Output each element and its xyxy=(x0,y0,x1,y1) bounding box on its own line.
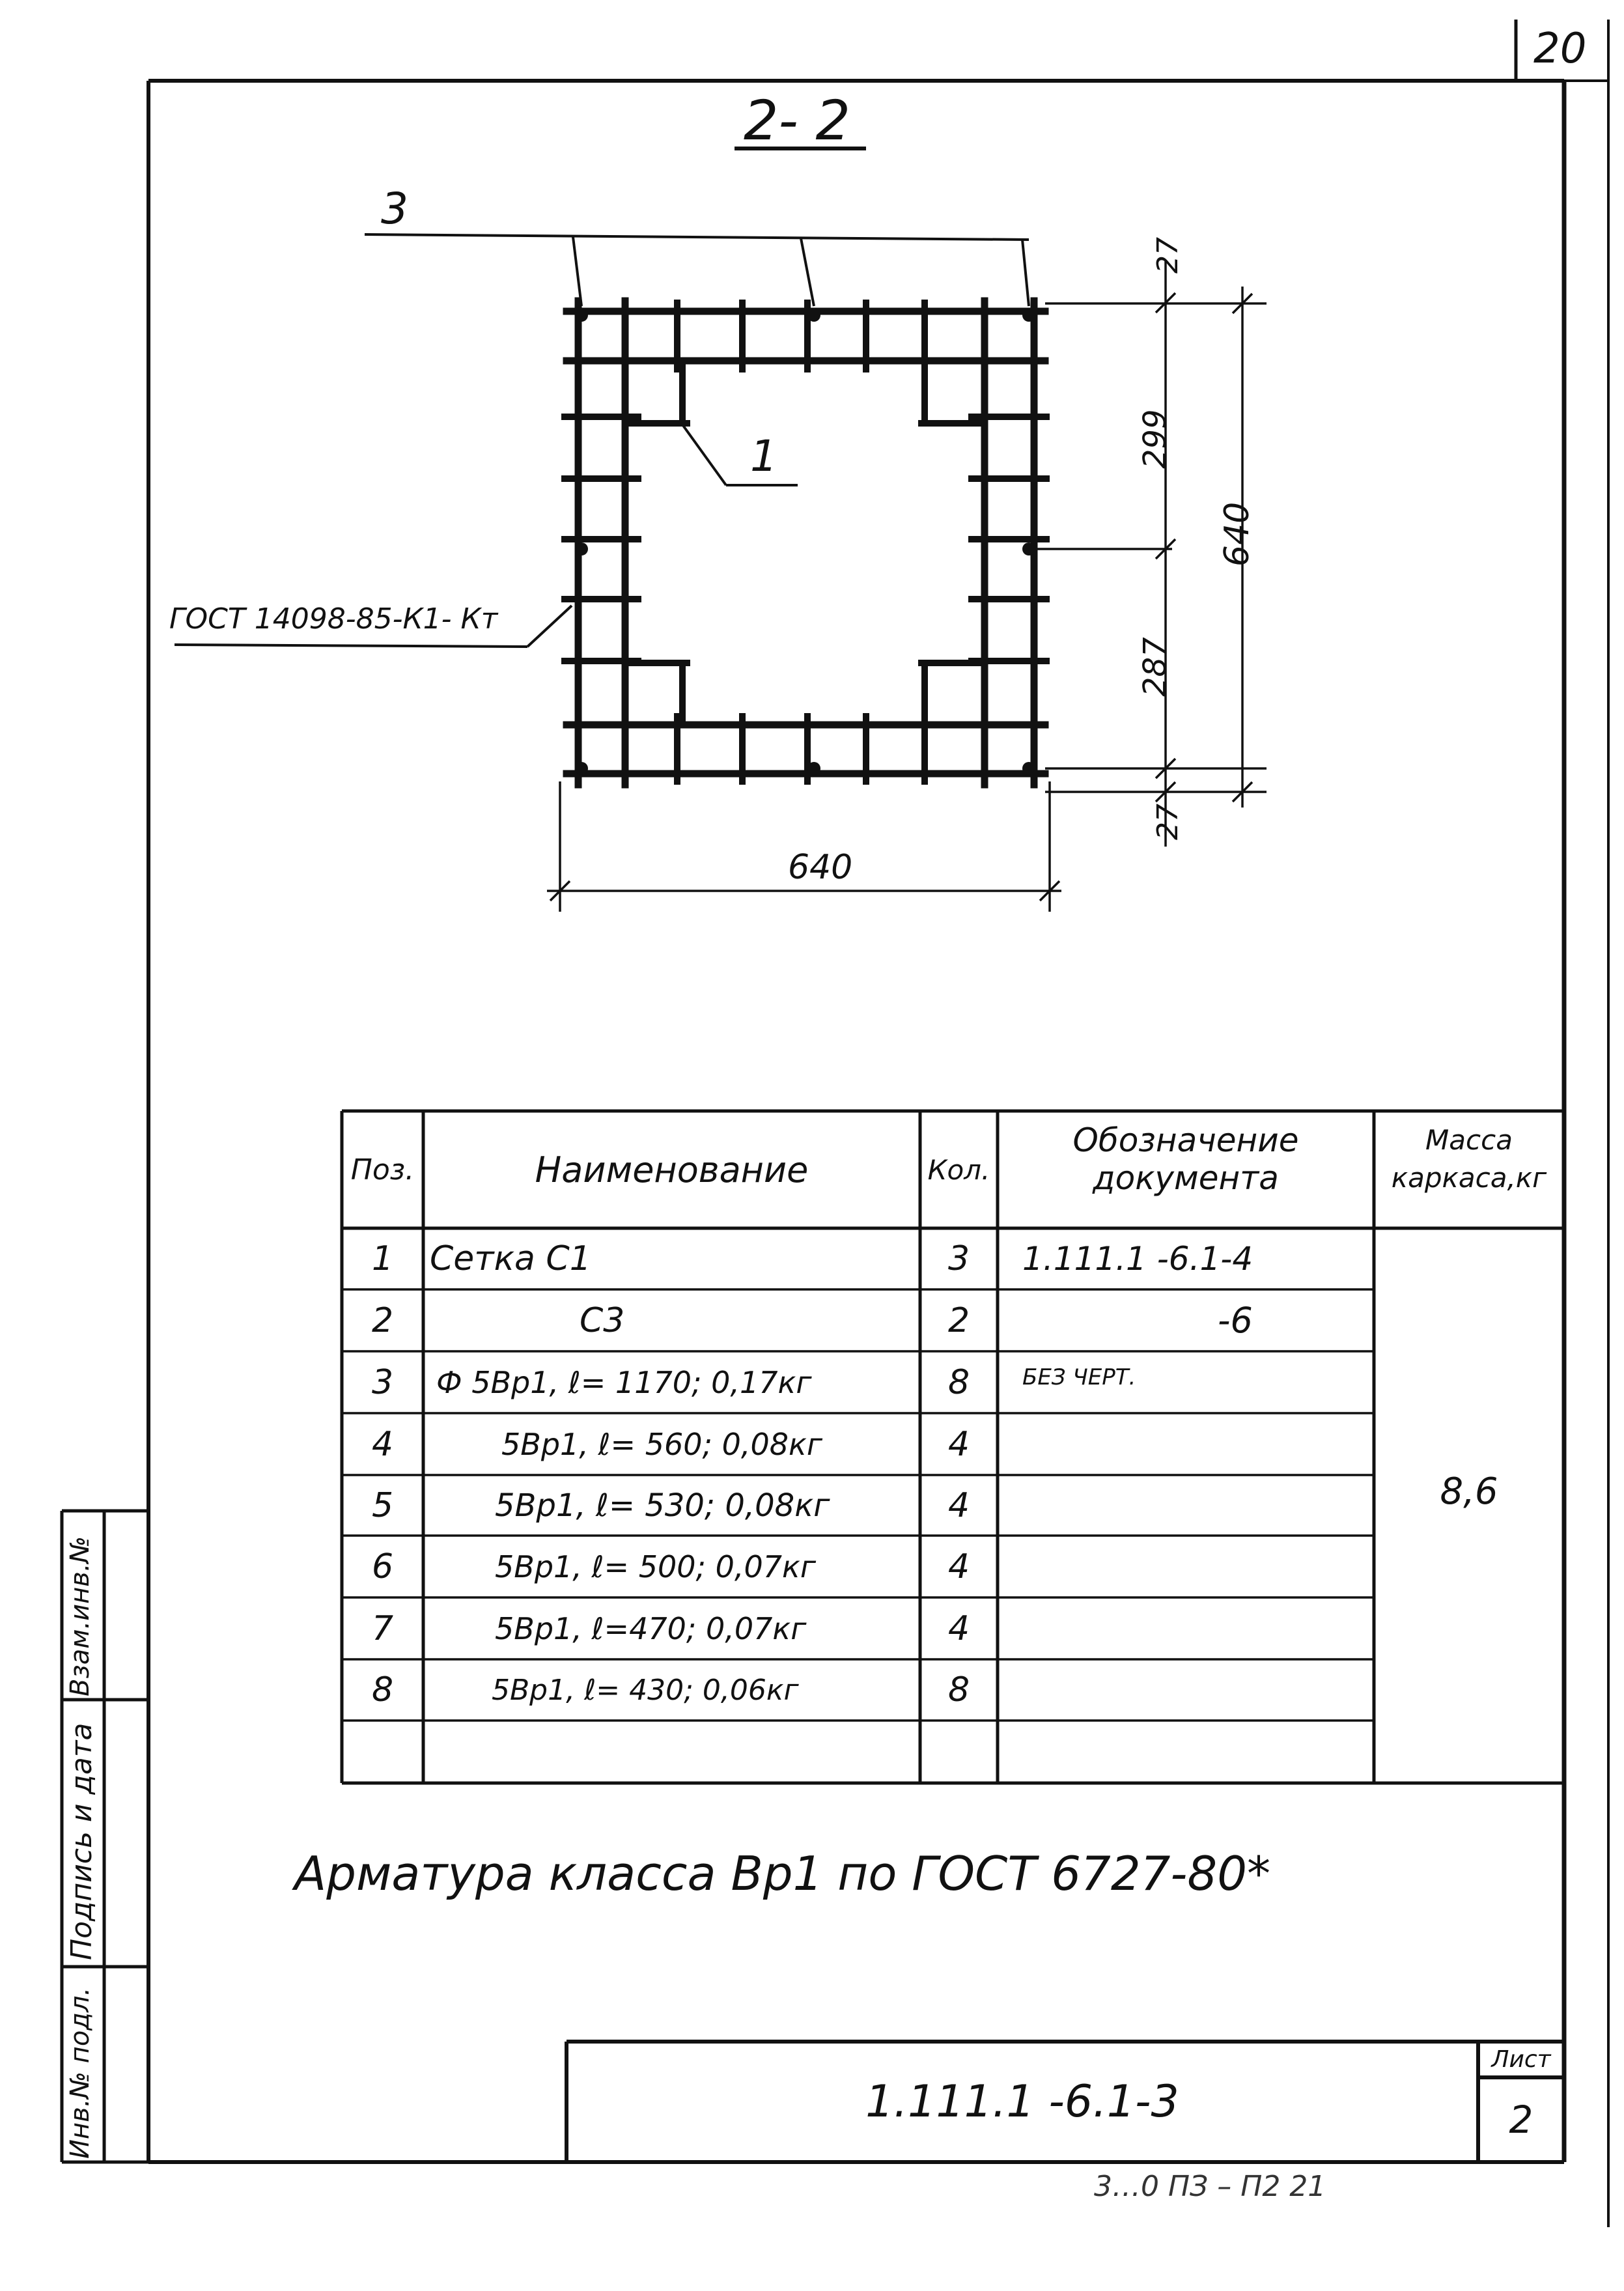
stamp-replace-inv: Взам.инв.№ xyxy=(65,1536,95,1696)
row-5-pos: 5 xyxy=(371,1485,394,1525)
header-doc xyxy=(998,1121,1374,1197)
stamp-inv-orig: Инв.№ подл. xyxy=(65,1987,95,2159)
row-5-doc xyxy=(1022,1475,1367,1536)
row-1-pos: 1 xyxy=(371,1239,394,1278)
row-2-pos: 2 xyxy=(371,1300,394,1340)
row-7-qty: 4 xyxy=(947,1609,970,1648)
row-1-doc: 1.111.1 -6.1-4 xyxy=(1022,1240,1253,1278)
header-name: Наименование xyxy=(535,1149,809,1190)
header-mass-line1: Масса xyxy=(1425,1124,1513,1156)
row-7-pos: 7 xyxy=(371,1609,394,1648)
dim-lower-span: 287 xyxy=(1137,637,1173,697)
callout-1: 1 xyxy=(750,431,777,481)
row-4-pos: 4 xyxy=(371,1424,394,1464)
mass-value: 8,6 xyxy=(1440,1470,1498,1513)
row-2-name: С3 xyxy=(580,1300,625,1340)
header-qty: Кол. xyxy=(927,1153,990,1186)
row-8-doc xyxy=(1022,1659,1367,1721)
title-doc-number: 1.111.1 -6.1-3 xyxy=(865,2076,1179,2128)
row-5-name: 5Вр1, ℓ= 530; 0,08кг xyxy=(495,1487,830,1524)
title-sheet-label: Лист xyxy=(1491,2046,1551,2073)
rebar-cross-ties xyxy=(561,300,1050,785)
dim-top-offset: 27 xyxy=(1151,237,1184,274)
row-3-qty: 8 xyxy=(947,1362,970,1402)
row-6-doc xyxy=(1022,1536,1367,1597)
row-1-qty: 3 xyxy=(947,1239,970,1278)
longitudinal-bars xyxy=(575,309,1035,775)
header-doc-line1: Обозначение xyxy=(1072,1121,1299,1159)
rebar-cage xyxy=(567,301,1045,785)
row-8-name: 5Вр1, ℓ= 430; 0,06кг xyxy=(492,1673,799,1707)
row-7-doc xyxy=(1022,1597,1367,1659)
row-1-name: Сетка С1 xyxy=(430,1239,591,1278)
row-6-qty: 4 xyxy=(947,1547,970,1586)
row-6-pos: 6 xyxy=(371,1547,394,1586)
row-4-qty: 4 xyxy=(947,1424,970,1464)
row-4-name: 5Вр1, ℓ= 560; 0,08кг xyxy=(501,1426,822,1462)
sheet-corner-number: 20 xyxy=(1533,25,1587,73)
header-pos: Поз. xyxy=(350,1153,415,1187)
row-3-doc: БЕЗ ЧЕРТ. xyxy=(1022,1364,1136,1390)
footer-code: 3…0 ПЗ – П2 21 xyxy=(1094,2170,1326,2203)
leader-lines xyxy=(175,234,1029,647)
row-6-name: 5Вр1, ℓ= 500; 0,07кг xyxy=(495,1549,816,1584)
header-mass xyxy=(1374,1121,1564,1197)
section-title: 2- 2 xyxy=(744,89,850,152)
row-3-name: Ф 5Вр1, ℓ= 1170; 0,17кг xyxy=(436,1364,812,1400)
row-9-name xyxy=(430,1721,918,1783)
row-4-doc xyxy=(1022,1413,1367,1475)
dim-width-640: 640 xyxy=(788,848,853,887)
row-5-qty: 4 xyxy=(947,1485,970,1525)
header-doc-line2: документа xyxy=(1093,1159,1279,1197)
stamp-sign-date: Подпись и дата xyxy=(65,1722,98,1960)
title-sheet-number: 2 xyxy=(1509,2098,1533,2142)
callout-3: 3 xyxy=(381,184,408,234)
row-8-pos: 8 xyxy=(371,1670,394,1709)
row-3-pos: 3 xyxy=(371,1362,394,1402)
reinforcement-note: Арматура класса Вр1 по ГОСТ 6727-80* xyxy=(294,1846,1271,1901)
header-mass-line2: каркаса,кг xyxy=(1391,1162,1547,1194)
row-8-qty: 8 xyxy=(947,1670,970,1709)
row-2-doc: -6 xyxy=(1218,1300,1253,1341)
dim-height-640: 640 xyxy=(1218,501,1257,567)
row-2-qty: 2 xyxy=(947,1300,970,1340)
dim-upper-span: 299 xyxy=(1137,409,1173,469)
dim-bottom-offset: 27 xyxy=(1151,804,1184,840)
row-7-name: 5Вр1, ℓ=470; 0,07кг xyxy=(495,1610,807,1646)
gost-label: ГОСТ 14098-85-К1- Кт xyxy=(169,602,498,636)
